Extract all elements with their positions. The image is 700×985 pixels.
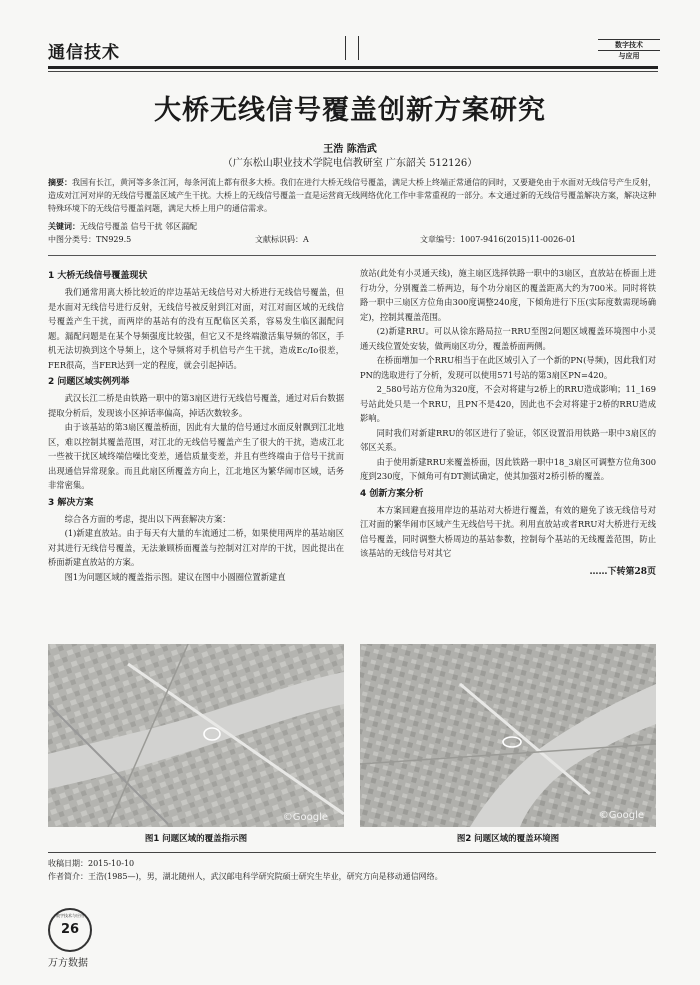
header-rule-thin: [48, 71, 658, 72]
paragraph: 由于使用新建RRU来覆盖桥面，因此铁路一职中18_3扇区可调整方位角300度到230度，下倾角可有DT测试确定，使其加强对2桥引桥的覆盖。: [360, 456, 656, 481]
wanfang-watermark: 万方数据: [48, 958, 88, 969]
page-number-badge: [48, 908, 92, 952]
logo-rule: [598, 39, 660, 40]
clc-number: 中图分类号：TN929.5: [48, 235, 132, 244]
abstract-separator: [48, 255, 656, 256]
journal-logo: [598, 38, 660, 61]
keywords-label: 关键词：: [48, 221, 80, 231]
paragraph: 同时我们对新建RRU的邻区进行了验证，邻区设置沿用铁路一职中3扇区的邻区关系。: [360, 427, 656, 452]
paragraph: 本方案回避直接用岸边的基站对大桥进行覆盖，有效的避免了该无线信号对江对面的繁华闹市区域产生无线信号干扰。利用直放站或者RRU对大桥进行无线信号覆盖，同时调整大桥周边的基站参数，控制每个基站的无线覆盖范围，防止该基站的无线信号对其它: [360, 504, 656, 558]
map-watermark: ©Google: [282, 812, 328, 823]
figure-2-map: [360, 644, 656, 827]
received-date: 收稿日期：2015-10-10: [48, 859, 135, 868]
section-3-heading: 3 解决方案: [48, 497, 94, 508]
section-2-heading: 2 问题区域实例列举: [48, 377, 130, 387]
logo-line2: 与应用: [618, 52, 640, 61]
map-watermark: ©Google: [598, 810, 644, 821]
paragraph: 2_580号站方位角为320度，不会对将建与2桥上的RRU造成影响；11_169号站此处只是一个RRU，且PN不是420，因此也不会对将建于2桥的RRU造成影响。: [360, 384, 656, 423]
keywords: [48, 220, 656, 233]
section-1-heading: 1 大桥无线信号覆盖现状: [48, 271, 148, 281]
paragraph: (2)新建RRU。可以从徐东路局拉一RRU至图2问题区域覆盖环境图中小灵通天线位置处安装，做两扇区功分，覆盖桥面两侧。: [360, 326, 656, 351]
paragraph: (1)新建直放站。由于每天有大量的车流通过二桥，如果使用两岸的基站扇区对其进行无线信号覆盖，无法兼顾桥面覆盖与控制对江对岸的干扰，因此提出在桥面新建直放站的方案。: [48, 528, 344, 567]
paragraph: 综合各方面的考虑，提出以下两套解决方案：: [64, 513, 231, 524]
left-column: [48, 266, 344, 584]
paragraph: 放站(此处有小灵通天线)，施主扇区选择铁路一职中的3扇区，直放站在桥面上进行功分，分别覆盖二桥两边，每个功分扇区的覆盖距离大约为700米。同时将铁路一职中三扇区方位角由300度调整240度，下倾角进行下压(实际度数需现场确定)，控制其覆盖范围。: [360, 268, 656, 322]
section-label: 通信技术: [48, 43, 120, 63]
paragraph: 武汉长江二桥是由铁路一职中的第3扇区进行无线信号覆盖，通过对后台数据提取分析后，发现该小区掉话率偏高，掉话次数较多。: [48, 393, 344, 418]
keywords-text: 无线信号覆盖 信号干扰 邻区漏配: [80, 222, 198, 231]
paragraph: 在桥面增加一个RRU相当于在此区域引入了一个新的PN(导频)，因此我们对PN的选取进行了分析，发现可以使用571号站的第3扇区PN=420。: [360, 355, 657, 380]
continued-note: ……下转第28页: [589, 566, 656, 577]
paragraph: 图1为问题区域的覆盖指示图。建议在图中小圆圈位置新建直: [64, 571, 286, 582]
section-4-heading: 4 创新方案分析: [360, 488, 424, 499]
satellite-map-image: [48, 644, 344, 827]
paragraph: 我们通常用离大桥比较近的岸边基站无线信号对大桥进行无线信号覆盖，但是水面对无线信号进行反射，无线信号被反射到江对面，对江对面区域的无线信号覆盖产生干扰，而两岸的基站有的没有互配临区关系，容易发生临区漏配问题。漏配问题是在某个导频强度比较强，但它又不是终端激活集导频的邻区，手机无法切换到这个导频上，这个导频将对手机信号产生干扰，造成Ec/Io很差，FER很高，当FER达到一定的程度，就会引起掉话。: [48, 287, 344, 370]
right-column: [360, 266, 656, 579]
satellite-map-image: [360, 644, 656, 827]
abstract: [48, 176, 656, 215]
paragraph: 由于该基站的第3扇区覆盖桥面，因此有大量的信号通过水面反射飘到江北地区，难以控制其覆盖范围，对江北的无线信号覆盖产生了很大的干扰，造成江北一些被干扰区域终端信噪比变差，通信质量变差，并且有些终端由于信号干扰而出现通信异常现象。而且此扇区所覆盖方向上，江北地区为繁华闹市区域，话务非常密集。: [48, 422, 344, 490]
header-divider-marks: [345, 36, 359, 60]
figure-2-caption: 图2 问题区域的覆盖环境图: [456, 834, 560, 844]
affiliation: （广东松山职业技术学院电信教研室 广东韶关 512126）: [222, 158, 478, 169]
abstract-label: 摘要：: [48, 177, 72, 187]
footnote-rule: [48, 852, 656, 853]
document-code: 文献标识码：A: [255, 235, 309, 244]
logo-line1: 数字技术: [615, 41, 643, 49]
page-number: 26: [60, 922, 80, 937]
figure-1-map: [48, 644, 344, 827]
badge-arc-text: 数字技术与应用: [56, 913, 84, 918]
article-number: 文章编号：1007-9416(2015)11-0026-01: [420, 235, 577, 244]
author-bio: 作者简介：王浩(1985—)，男，湖北随州人，武汉邮电科学研究院硕士研究生毕业，研究方向是移动通信网络。: [48, 872, 443, 881]
header-rule-thick: [48, 66, 658, 69]
abstract-text: 我国有长江，黄河等多条江河，每条河流上都有很多大桥。我们在进行大桥无线信号覆盖，满足大桥上终端正常通信的同时，又要避免由于水面对无线信号产生反射，造成对江河对岸的无线信号覆盖区域产生干扰。大桥上的无线信号覆盖一直是运营商无线网络优化工作中非常重视的一部分。本文通过新的无线信号覆盖解决方案，解决这种特殊环境下的无线信号覆盖问题，满足大桥上用户的通信需求。: [48, 178, 656, 213]
authors: 王浩 陈浩武: [323, 144, 377, 155]
figure-1-caption: 图1 问题区域的覆盖指示图: [144, 834, 248, 844]
paper-title: 大桥无线信号覆盖创新方案研究: [154, 95, 546, 126]
